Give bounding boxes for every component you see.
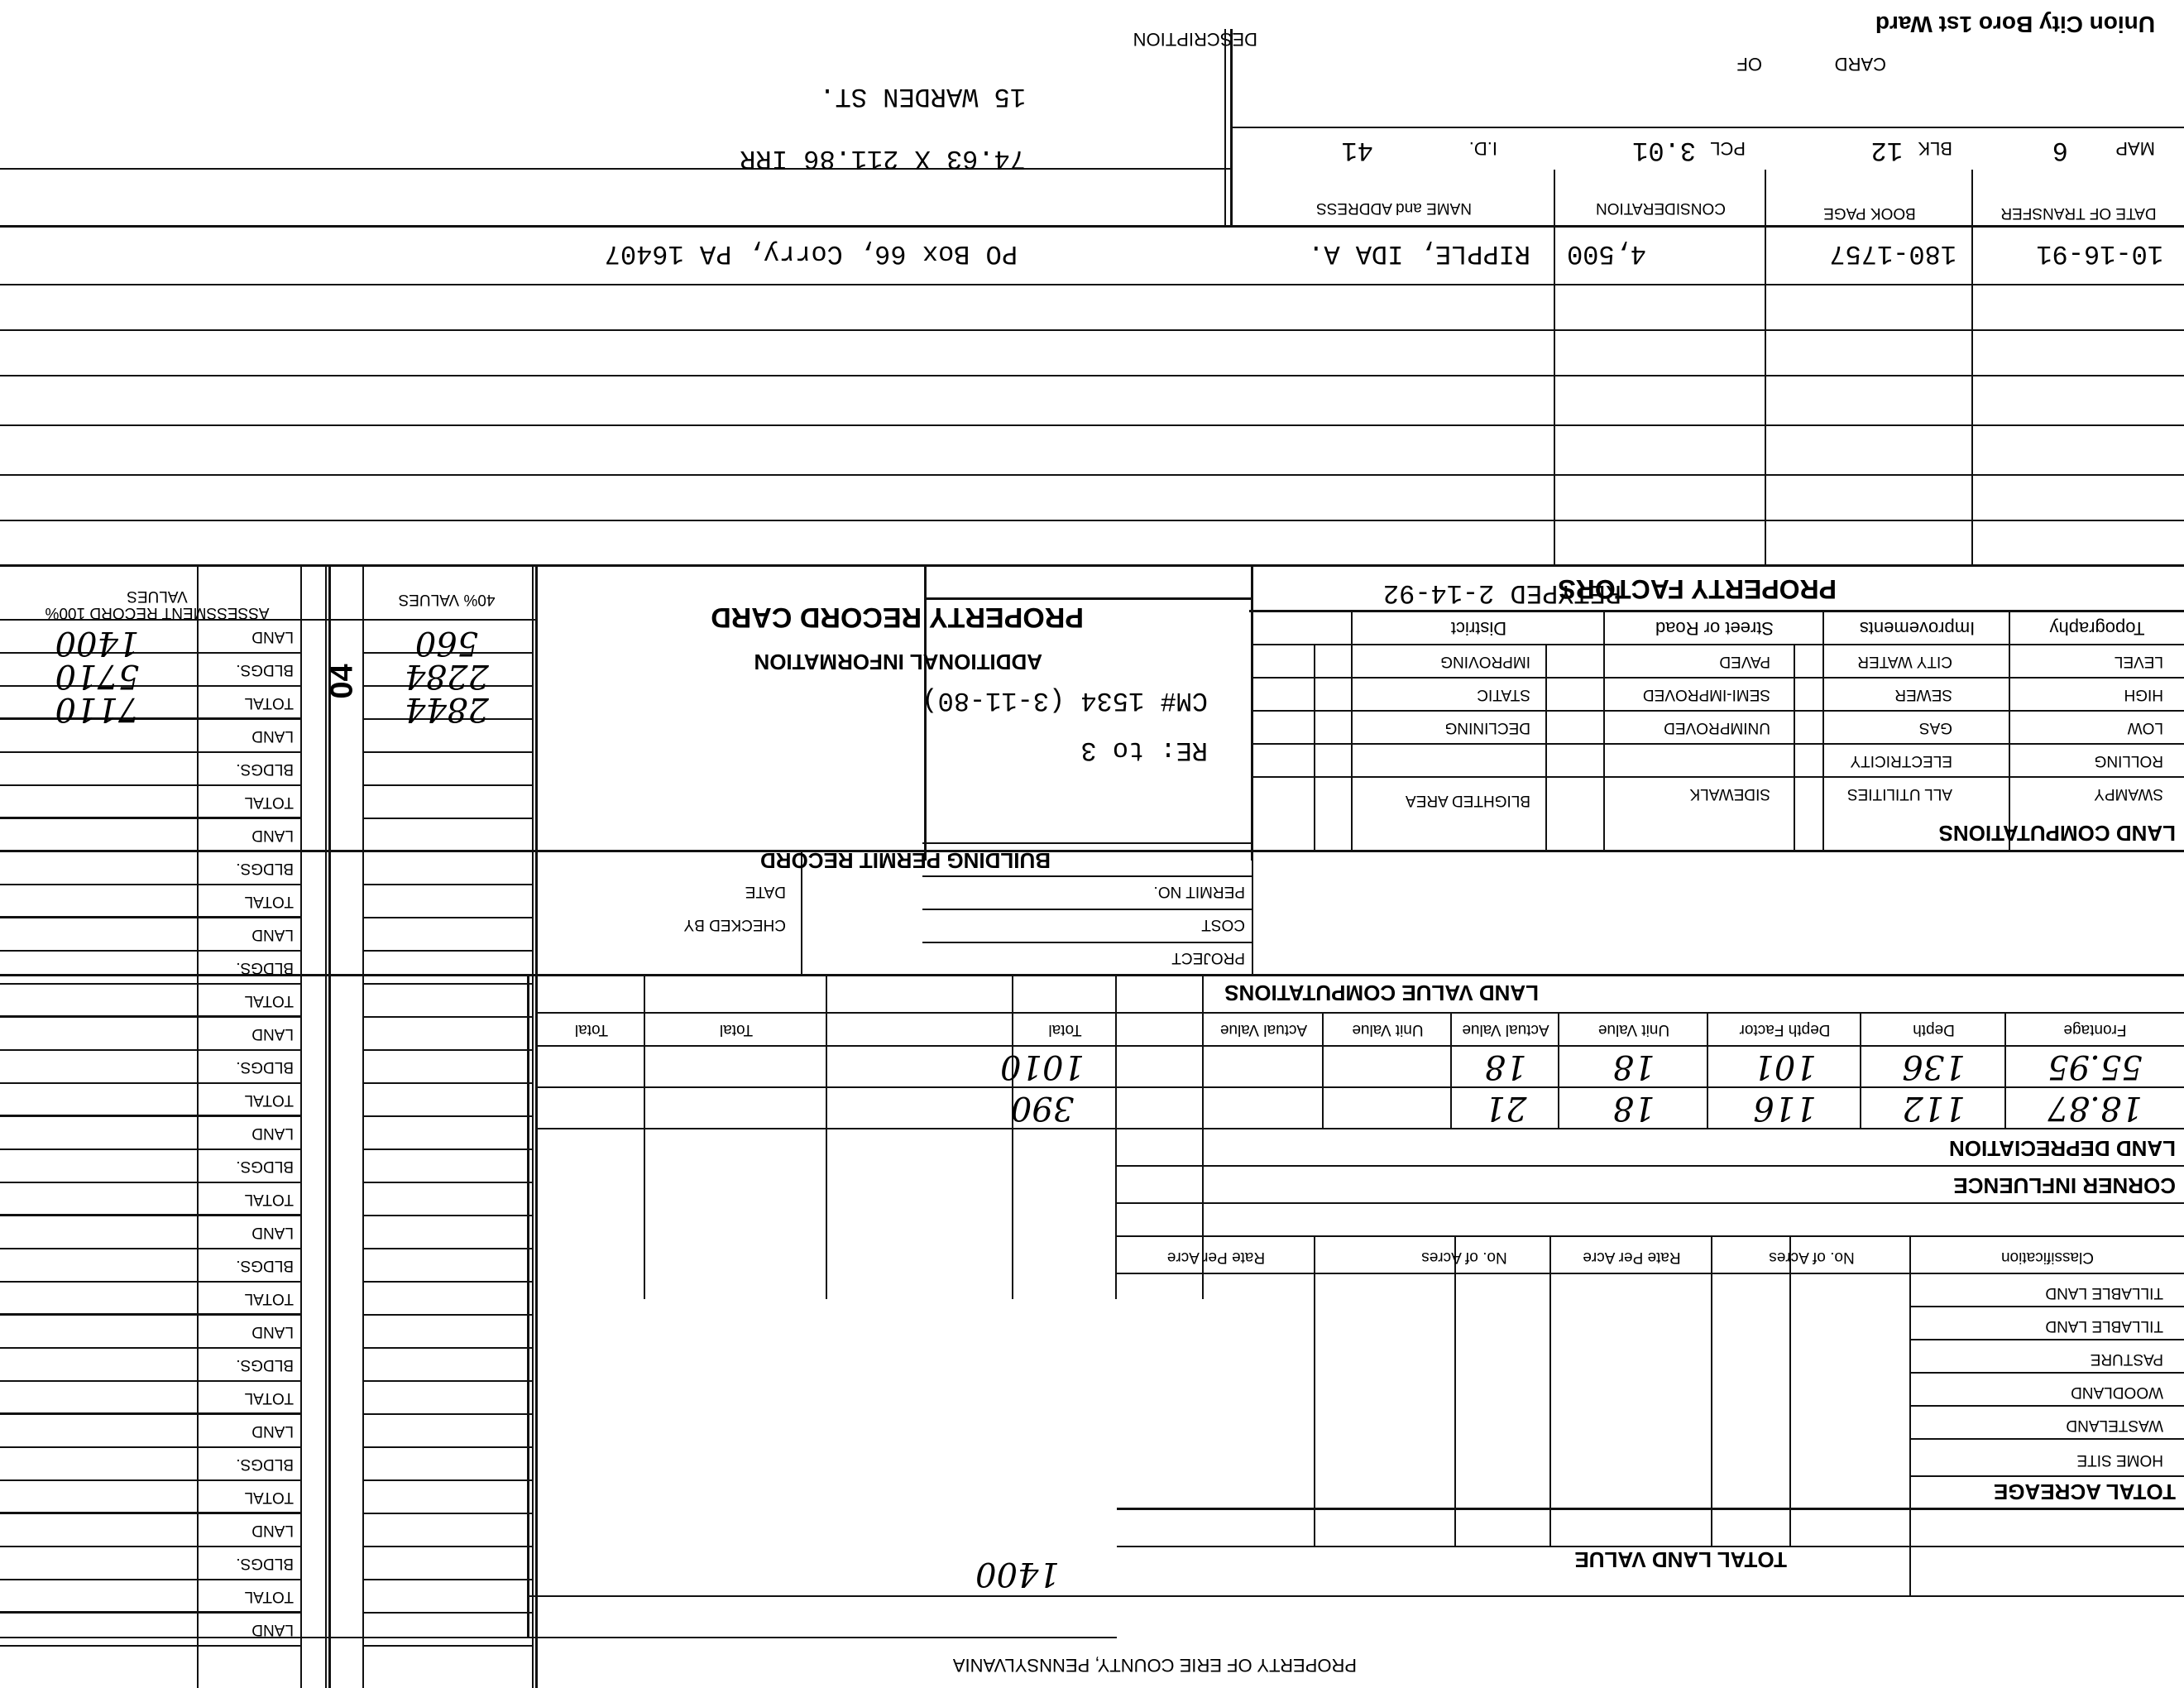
values-40-header: 40% VALUES	[398, 591, 496, 608]
acreage-pasture: PASTURE	[2090, 1350, 2163, 1368]
value-row-label: LAND	[251, 1224, 294, 1241]
blk-value: 12	[1870, 135, 1903, 165]
value-row-label: BLDGS.	[236, 860, 294, 877]
total-land-value-amount: 1400	[975, 1555, 1060, 1593]
land-depreciation-label: LAND DEPRECIATION	[1949, 1136, 2176, 1161]
acreage-header-rate-1: Rate Per Acre	[1583, 1249, 1681, 1266]
value-row-label: TOTAL	[244, 992, 294, 1009]
value-row-label: BLDGS.	[236, 661, 294, 679]
lv-depth-factor-1: 101	[1753, 1048, 1817, 1086]
additional-info-line-1: CM# 1534 (3-11-80)	[922, 685, 1208, 716]
lot-dimensions: 74.63 X 211.86 IRR	[740, 143, 1026, 174]
value-row-label: TOTAL	[244, 1588, 294, 1605]
street-paved: PAVED	[1719, 653, 1770, 670]
values-100-header: ASSESSMENT RECORD 100% VALUES	[45, 587, 270, 621]
transfer-address: PO Box 66, Corry, PA 16407	[604, 238, 1018, 269]
acreage-header-classification: Classification	[2001, 1249, 2094, 1266]
acreage-header-acres-2: No. of Acres	[1421, 1249, 1507, 1266]
value-40-land: 560	[414, 624, 479, 662]
value-row-label: TOTAL	[244, 1290, 294, 1307]
total-land-value-label: TOTAL LAND VALUE	[1574, 1547, 1787, 1572]
transfer-name: RIPPLE, IDA A.	[1308, 238, 1530, 269]
lv-header-actual-value-1: Actual Value	[1462, 1021, 1549, 1038]
value-row-label: BLDGS.	[236, 1058, 294, 1076]
pcl-value: 3.01	[1632, 135, 1696, 165]
street-road-header: Street or Road	[1655, 618, 1774, 639]
description-label: DESCRIPTION	[1133, 29, 1257, 50]
topography-high: HIGH	[2124, 686, 2163, 703]
topography-rolling: ROLLING	[2094, 752, 2163, 770]
acreage-tillable-2: TILLABLE LAND	[2045, 1317, 2163, 1335]
map-value: 6	[2052, 135, 2068, 165]
acreage-tillable-1: TILLABLE LAND	[2045, 1284, 2163, 1302]
value-row-label: BLDGS.	[236, 760, 294, 778]
card-of-label: OF	[1736, 54, 1762, 74]
value-row-label: TOTAL	[244, 1389, 294, 1407]
lv-header-actual-value-2: Actual Value	[1219, 1021, 1308, 1038]
transfer-header-book: BOOK PAGE	[1823, 204, 1916, 222]
lv-total-1: 1010	[1000, 1048, 1085, 1086]
id-value: 41	[1341, 135, 1373, 165]
value-row-label: LAND	[251, 926, 294, 943]
district-declining: DECLINING	[1444, 719, 1530, 736]
street-address: 15 WARDEN ST.	[819, 81, 1026, 112]
lv-unit-value-1: 18	[1612, 1048, 1655, 1086]
value-40-total: 2844	[405, 690, 489, 728]
permit-date-header: DATE	[745, 883, 786, 900]
permit-cost-header: COST	[1201, 916, 1245, 933]
value-row-label: BLDGS.	[236, 1455, 294, 1473]
lv-header-total-1: Total	[1048, 1021, 1082, 1038]
improvement-gas: GAS	[1918, 719, 1952, 736]
lv-header-unit-value-2: Unit Value	[1352, 1021, 1424, 1038]
value-row-label: LAND	[251, 628, 294, 645]
lv-header-total-3: Total	[574, 1021, 609, 1038]
pcl-label: PCL	[1710, 138, 1746, 159]
id-label: I.D.	[1468, 138, 1497, 159]
building-permit-title: BUILDING PERMIT RECORD	[760, 848, 1051, 873]
lv-header-frontage: Frontage	[2063, 1021, 2127, 1038]
improvements-header: Improvements	[1859, 618, 1976, 639]
retyped-note: RETYPED 2-14-92	[1382, 578, 1621, 608]
street-semi-improved: SEMI-IMPROVED	[1642, 686, 1770, 703]
street-sidewalk: SIDEWALK	[1689, 785, 1770, 803]
value-row-label: LAND	[251, 1522, 294, 1539]
value-row-label: BLDGS.	[236, 1356, 294, 1374]
acreage-home-site: HOME SITE	[2076, 1451, 2163, 1469]
lv-frontage-2: 18.87	[2048, 1089, 2143, 1127]
acreage-header-acres-1: No. of Acres	[1769, 1249, 1855, 1266]
value-row-label: BLDGS.	[236, 1158, 294, 1175]
improvement-city-water: CITY WATER	[1857, 653, 1952, 670]
value-row-label: TOTAL	[244, 694, 294, 712]
value-row-label: LAND	[251, 827, 294, 844]
acreage-woodland: WOODLAND	[2071, 1383, 2163, 1401]
topography-swampy: SWAMPY	[2094, 785, 2163, 803]
property-of-label: PROPERTY OF ERIE COUNTY, PENNSYLVANIA	[952, 1655, 1357, 1676]
card-label: CARD	[1834, 54, 1886, 74]
lv-header-total-2: Total	[719, 1021, 754, 1038]
property-factors-title: PROPERTY FACTORS	[1558, 574, 1837, 604]
value-row-label: TOTAL	[244, 1489, 294, 1506]
township-label: Union City Boro 1st Ward	[1875, 12, 2155, 37]
lv-total-2: 390	[1010, 1089, 1075, 1127]
lv-actual-value-2: 21	[1484, 1089, 1527, 1127]
lv-unit-value-2: 18	[1612, 1089, 1655, 1127]
improvement-sewer: SEWER	[1894, 686, 1952, 703]
value-row-label: TOTAL	[244, 1191, 294, 1208]
transfer-date: 10-16-91	[2036, 238, 2163, 269]
value-row-label: TOTAL	[244, 794, 294, 811]
lv-header-depth: Depth	[1913, 1021, 1955, 1038]
acreage-header-rate-2: Rate Per Acre	[1166, 1249, 1266, 1266]
value-100-land: 1400	[55, 624, 140, 662]
land-computations-title: LAND COMPUTATIONS	[1938, 821, 2176, 846]
district-header: District	[1450, 618, 1507, 639]
lv-frontage-1: 55.95	[2048, 1048, 2143, 1086]
land-value-computations-title: LAND VALUE COMPUTATIONS	[1224, 981, 1539, 1005]
improvement-all-utilities: ALL UTILITIES	[1846, 785, 1952, 803]
value-100-bldgs: 5710	[55, 657, 140, 695]
blk-label: BLK	[1918, 138, 1952, 159]
topography-low: LOW	[2127, 719, 2163, 736]
value-row-label: LAND	[251, 1025, 294, 1043]
value-row-label: LAND	[251, 1422, 294, 1440]
value-row-label: BLDGS.	[236, 1257, 294, 1274]
value-40-bldgs: 2284	[405, 657, 489, 695]
transfer-header-date: DATE OF TRANSFER	[2000, 204, 2157, 222]
transfer-header-name: NAME and ADDRESS	[1316, 199, 1472, 217]
value-row-label: TOTAL	[244, 1091, 294, 1109]
district-improving: IMPROVING	[1440, 653, 1530, 670]
value-row-label: LAND	[251, 1125, 294, 1142]
topography-header: Topography	[2049, 618, 2145, 639]
transfer-book-page: 180-1757	[1829, 238, 1956, 269]
permit-checked-by-header: CHECKED BY	[683, 916, 786, 933]
topography-level: LEVEL	[2114, 653, 2163, 670]
district-blighted: BLIGHTED AREA	[1406, 792, 1530, 809]
improvement-electricity: ELECTRICITY	[1850, 752, 1952, 770]
additional-info-line-2: RE: to 3	[1080, 735, 1208, 765]
lv-depth-1: 136	[1902, 1048, 1966, 1086]
value-row-label: LAND	[251, 1621, 294, 1638]
acreage-wasteland: WASTELAND	[2066, 1417, 2163, 1434]
lv-depth-2: 112	[1902, 1089, 1966, 1127]
permit-project-header: PROJECT	[1171, 949, 1245, 966]
property-record-card-title: PROPERTY RECORD CARD	[711, 602, 1084, 633]
permit-no-header: PERMIT NO.	[1153, 883, 1245, 900]
total-acreage-label: TOTAL ACREAGE	[1993, 1479, 2176, 1504]
lv-depth-factor-2: 116	[1753, 1089, 1817, 1127]
value-row-label: BLDGS.	[236, 959, 294, 976]
value-row-label: TOTAL	[244, 893, 294, 910]
street-unimproved: UNIMPROVED	[1664, 719, 1770, 736]
transfer-header-consideration: CONSIDERATION	[1596, 199, 1726, 217]
year-code: 04	[324, 664, 360, 699]
district-static: STATIC	[1477, 686, 1530, 703]
value-row-label: BLDGS.	[236, 1555, 294, 1572]
lv-header-unit-value-1: Unit Value	[1597, 1021, 1670, 1038]
lv-actual-value-1: 18	[1484, 1048, 1527, 1086]
value-100-total: 7110	[55, 690, 140, 728]
value-row-label: LAND	[251, 727, 294, 745]
lv-header-depth-factor: Depth Factor	[1739, 1021, 1831, 1038]
transfer-consideration: 4,500	[1566, 238, 1646, 269]
corner-influence-label: CORNER INFLUENCE	[1953, 1173, 2176, 1198]
value-row-label: LAND	[251, 1323, 294, 1340]
additional-info-title: ADDITIONAL INFORMATION	[754, 650, 1042, 674]
map-label: MAP	[2115, 138, 2155, 159]
